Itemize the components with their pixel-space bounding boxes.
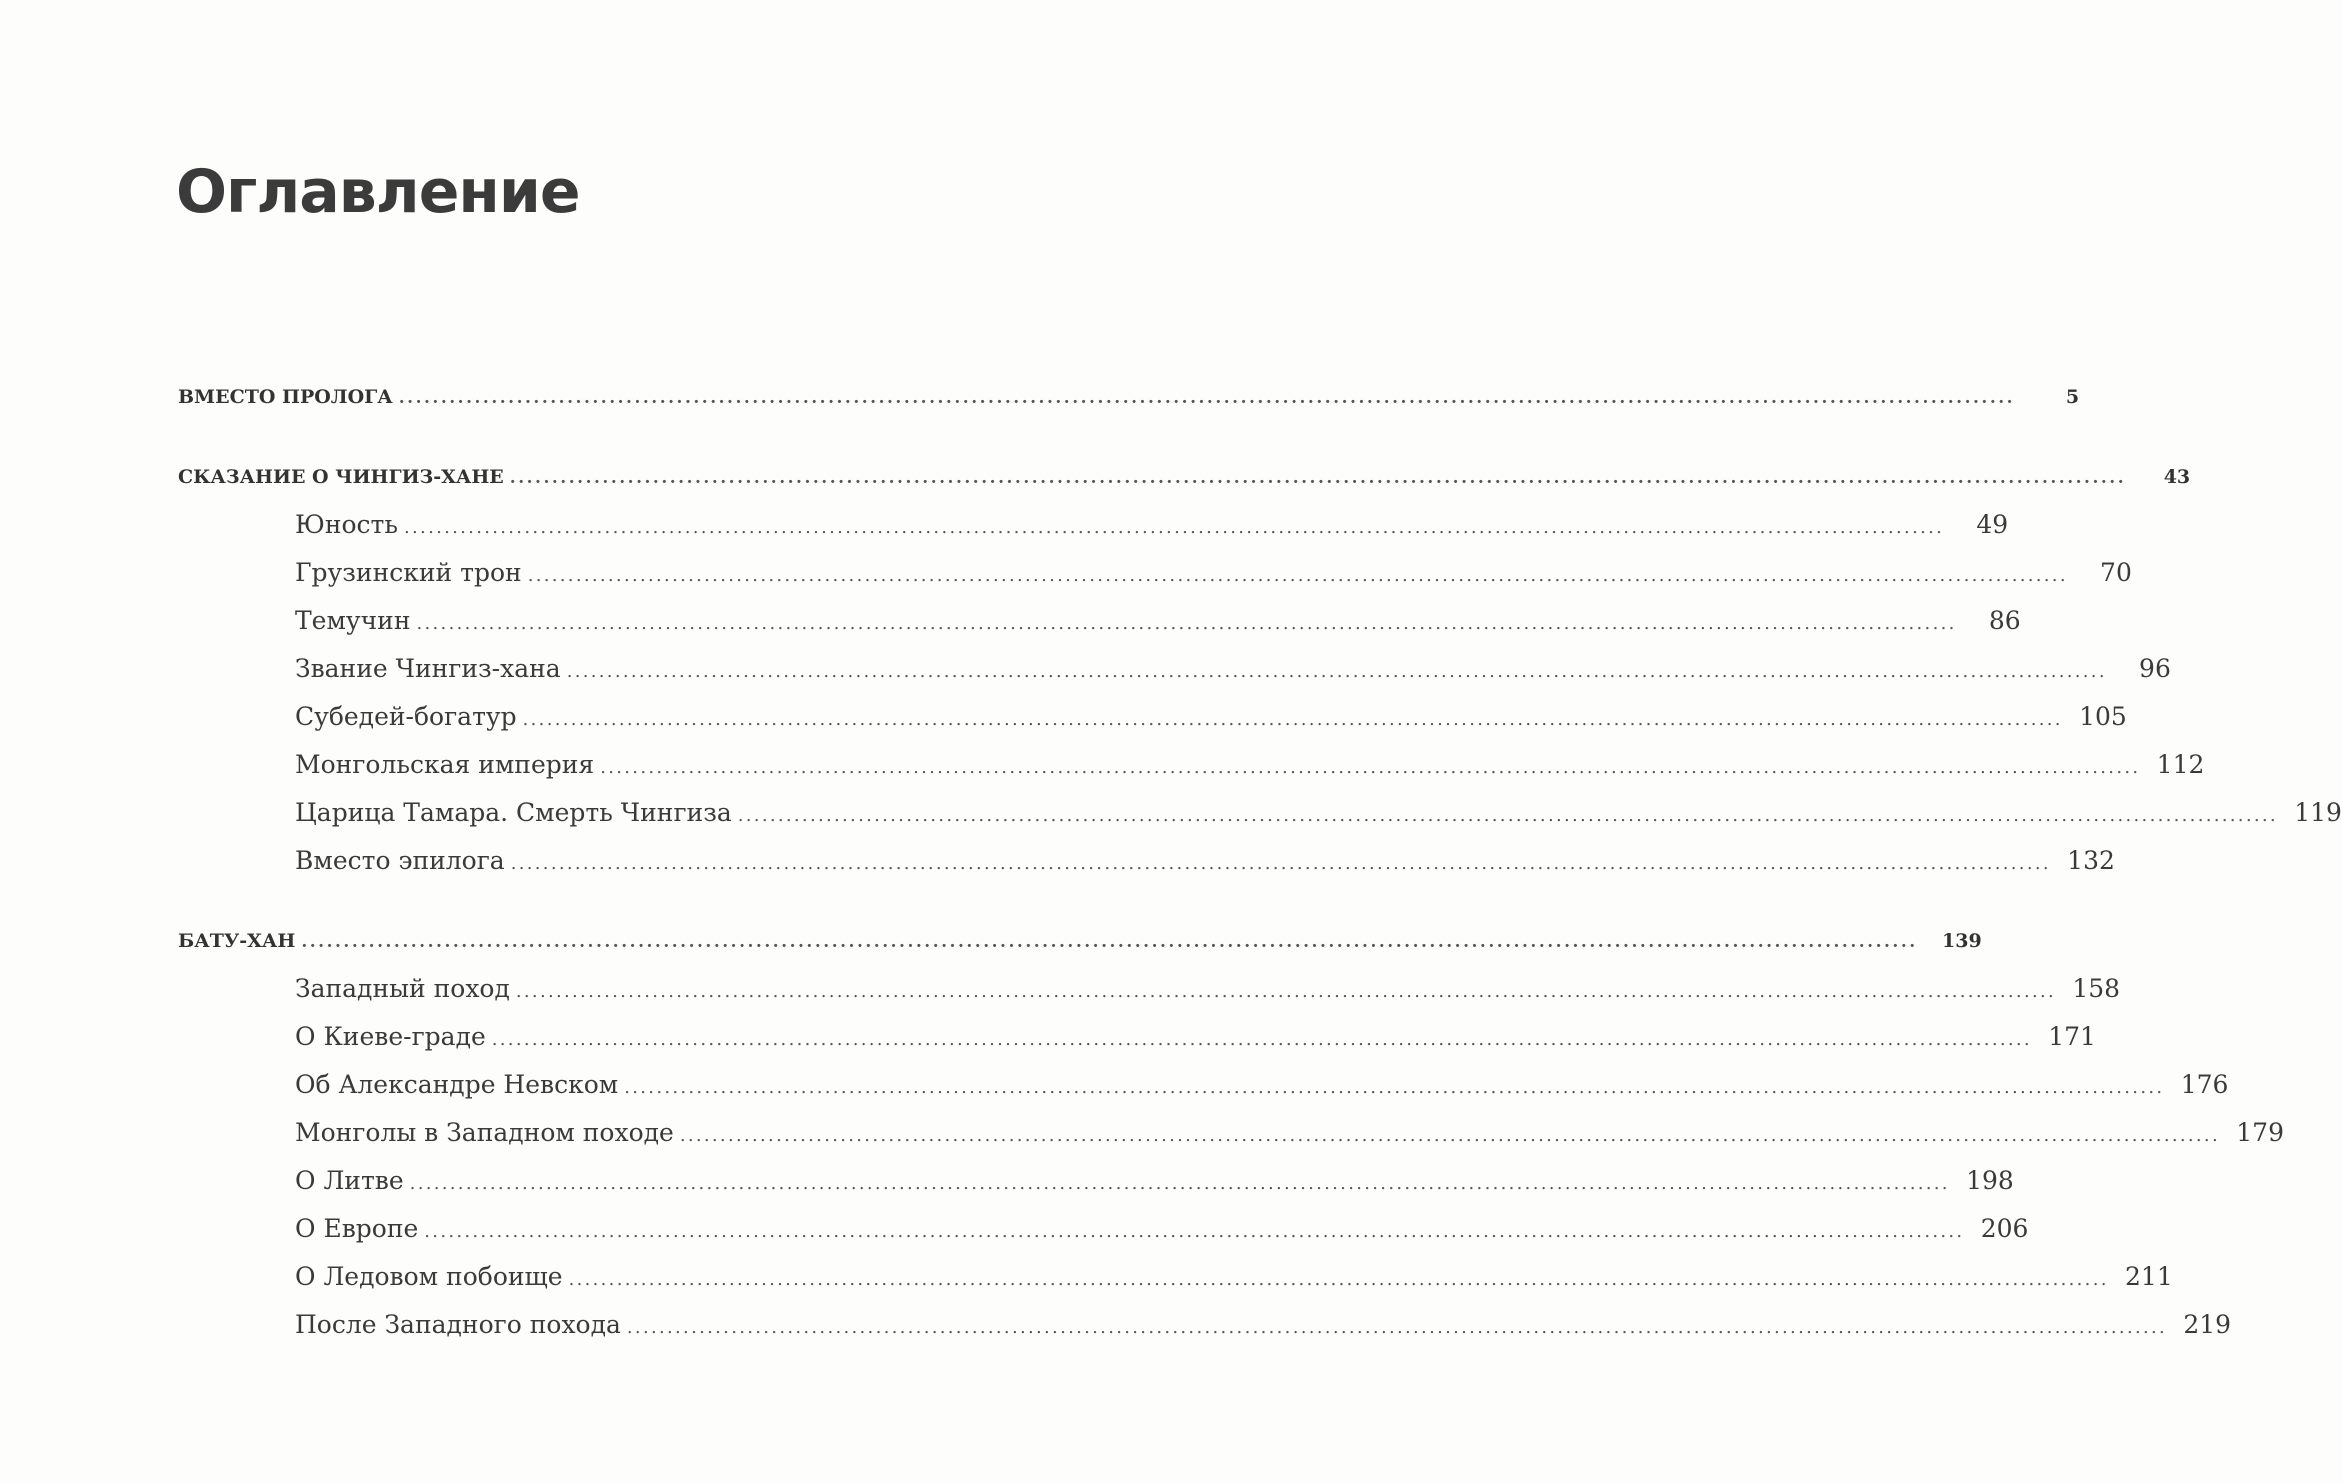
chapter-title: Западный поход — [295, 974, 510, 1003]
chapter-title: О Киеве-граде — [295, 1022, 486, 1051]
chapter-page-number: 219 — [2183, 1310, 2232, 1339]
chapter-page-number: 176 — [2180, 1070, 2229, 1099]
chapter-title: О Литве — [295, 1166, 404, 1195]
toc-entry — [295, 974, 2121, 1003]
toc-entry — [295, 1070, 2229, 1099]
toc-entry — [295, 1118, 2284, 1147]
toc-entry — [295, 846, 2115, 875]
section-page-number: 139 — [1942, 930, 1982, 952]
page-title: Оглавление — [176, 157, 580, 227]
dot-leader: ................................................................................................................................................................................................ — [737, 805, 2278, 826]
chapter-title: Монголы в Западном походе — [295, 1118, 674, 1147]
dot-leader: ................................................................................................................................................................................................ — [527, 565, 2068, 586]
chapter-page-number: 179 — [2236, 1118, 2284, 1147]
toc-entry — [295, 606, 2021, 635]
chapter-page-number: 96 — [2139, 654, 2171, 683]
dot-leader: ................................................................................................................................................................................................ — [398, 388, 2016, 408]
dot-leader: ................................................................................................................................................................................................ — [404, 517, 1945, 538]
chapter-page-number: 86 — [1988, 606, 2021, 635]
chapter-page-number: 198 — [1966, 1166, 2014, 1195]
toc-entry — [295, 1262, 2173, 1291]
dot-leader: ................................................................................................................................................................................................ — [600, 757, 2141, 778]
toc-entry — [295, 1022, 2096, 1051]
toc-entry — [295, 654, 2171, 683]
chapter-page-number: 171 — [2048, 1022, 2096, 1051]
chapter-title: Темучин — [295, 606, 411, 635]
chapter-title: Юность — [295, 510, 398, 539]
toc-entry — [295, 510, 2009, 539]
chapter-title: Об Александре Невском — [295, 1070, 619, 1099]
dot-leader: ................................................................................................................................................................................................ — [409, 1173, 1950, 1194]
toc-section — [178, 930, 1982, 952]
section-title: СКАЗАНИЕ О ЧИНГИЗ-ХАНЕ — [178, 466, 504, 488]
section-page-number: 5 — [2065, 386, 2080, 408]
chapter-title: После Западного похода — [295, 1310, 621, 1339]
chapter-page-number: 49 — [1976, 510, 2009, 539]
dot-leader: ................................................................................................................................................................................................ — [301, 932, 1918, 952]
chapter-title: Грузинский трон — [295, 558, 522, 587]
dot-leader: ................................................................................................................................................................................................ — [568, 1269, 2109, 1290]
chapter-title: О Ледовом побоище — [295, 1262, 563, 1291]
toc-entry — [295, 1166, 2014, 1195]
dot-leader: ................................................................................................................................................................................................ — [626, 1317, 2168, 1338]
chapter-title: Монгольская империя — [295, 750, 595, 779]
chapter-page-number: 211 — [2125, 1262, 2173, 1291]
section-title: ВМЕСТО ПРОЛОГА — [178, 386, 393, 408]
dot-leader: ................................................................................................................................................................................................ — [509, 468, 2127, 488]
dot-leader: ................................................................................................................................................................................................ — [624, 1077, 2165, 1098]
section-title: БАТУ-ХАН — [178, 930, 296, 952]
chapter-title: Звание Чингиз-хана — [295, 654, 561, 683]
toc-section — [178, 466, 2191, 488]
chapter-page-number: 206 — [1980, 1214, 2029, 1243]
section-page-number: 43 — [2163, 466, 2191, 488]
dot-leader: ................................................................................................................................................................................................ — [491, 1029, 2032, 1050]
chapter-page-number: 70 — [2100, 558, 2132, 587]
chapter-title: Царица Тамара. Смерть Чингиза — [295, 798, 732, 827]
chapter-title: О Европе — [295, 1214, 419, 1243]
toc-entry — [295, 1214, 2029, 1243]
chapter-page-number: 112 — [2156, 750, 2205, 779]
toc-entry — [295, 750, 2205, 779]
chapter-page-number: 119 — [2294, 798, 2342, 827]
dot-leader: ................................................................................................................................................................................................ — [510, 853, 2051, 874]
dot-leader: ................................................................................................................................................................................................ — [416, 613, 1957, 634]
toc-entry — [295, 1310, 2232, 1339]
dot-leader: ................................................................................................................................................................................................ — [522, 709, 2063, 730]
dot-leader: ................................................................................................................................................................................................ — [515, 981, 2057, 1002]
chapter-page-number: 132 — [2067, 846, 2115, 875]
chapter-title: Вместо эпилога — [295, 846, 505, 875]
chapter-page-number: 158 — [2072, 974, 2121, 1003]
chapter-page-number: 105 — [2079, 702, 2127, 731]
toc-entry — [295, 702, 2127, 731]
dot-leader: ................................................................................................................................................................................................ — [679, 1125, 2220, 1146]
toc-entry — [295, 798, 2342, 827]
toc-entry — [295, 558, 2132, 587]
dot-leader: ................................................................................................................................................................................................ — [566, 661, 2107, 682]
toc-section — [178, 386, 2080, 408]
chapter-title: Субедей-богатур — [295, 702, 517, 731]
dot-leader: ................................................................................................................................................................................................ — [424, 1221, 1965, 1242]
